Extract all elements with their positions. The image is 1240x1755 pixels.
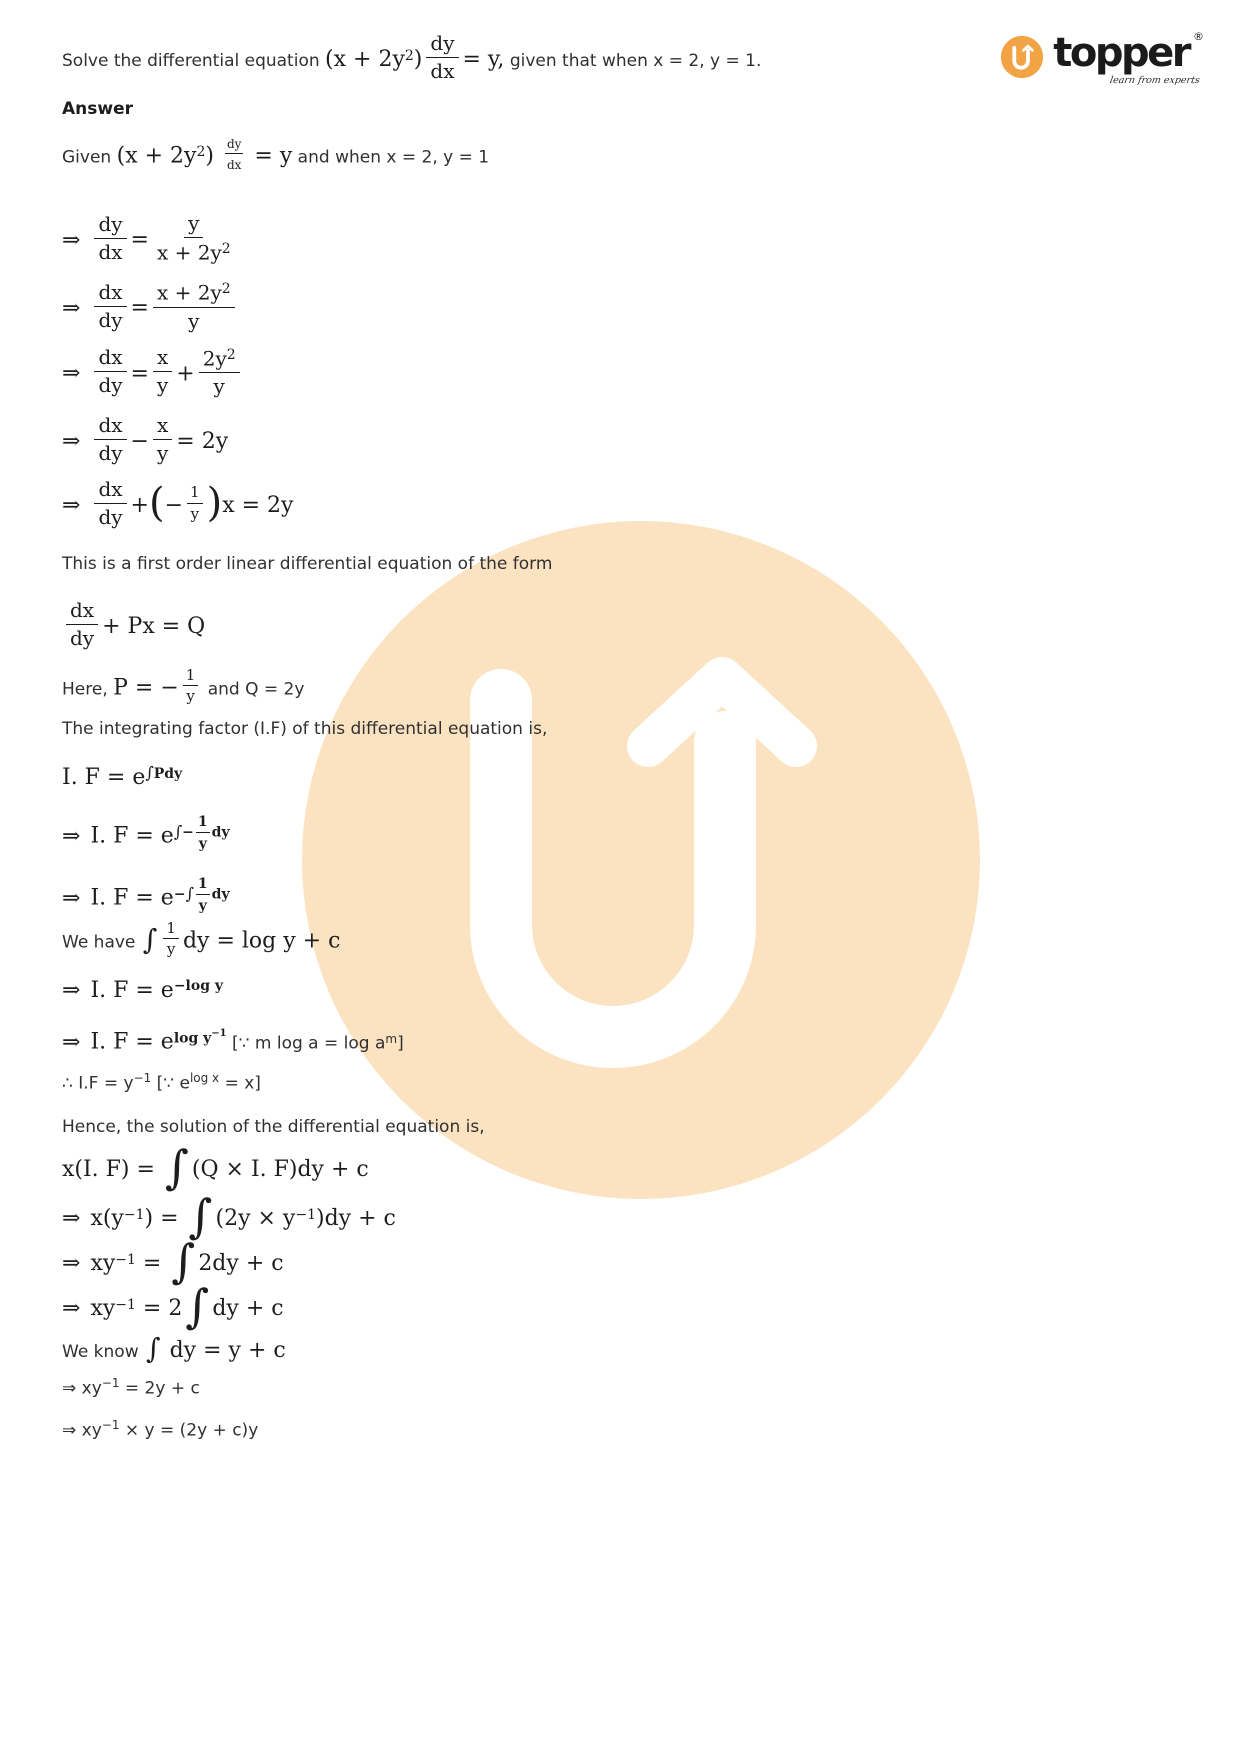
answer-heading (62, 98, 1204, 120)
integral-sign: ∫ (164, 1140, 189, 1195)
integral-sign: ∫ (171, 1234, 196, 1289)
superscript (405, 47, 414, 63)
denominator (153, 238, 235, 264)
brand-tagline: learn from experts (1109, 75, 1201, 86)
numerator (153, 414, 172, 440)
math-run: dy (98, 307, 123, 332)
math-run: 2 (221, 281, 231, 298)
math-run: dy (98, 504, 123, 529)
integral-sign: ∫ (145, 763, 154, 782)
superscript (190, 1069, 219, 1085)
math-run: y (198, 897, 207, 914)
math-run: dx (98, 476, 123, 501)
numerator (163, 919, 179, 939)
math-run: 1 (185, 665, 196, 684)
text-run: and Q = 2y (202, 679, 305, 700)
fraction (94, 346, 126, 397)
math-run: y (156, 373, 169, 398)
math-run: I. F = e (90, 885, 174, 911)
integral-sign: ∫ (185, 884, 194, 904)
text-run: log x (189, 1070, 220, 1085)
math-run: = y, (462, 47, 505, 72)
math-run: −log y (173, 978, 224, 995)
implies-arrow: ⇒ (62, 1030, 81, 1056)
superscript (134, 1069, 152, 1085)
math-run: I. F = e (90, 977, 174, 1003)
math-run: dx (430, 59, 455, 83)
integral-sign: ∫ (188, 1189, 213, 1244)
text-run: ⇒ xy (62, 1419, 102, 1440)
text-run: ] (397, 1034, 404, 1055)
brand-header (1000, 30, 1204, 86)
numerator (153, 346, 172, 372)
fraction (153, 212, 235, 264)
superscript (222, 280, 231, 296)
math-run: −1 (123, 1206, 145, 1223)
math-run: dx (70, 597, 95, 622)
superscript (174, 812, 230, 852)
math-run: = (130, 295, 149, 321)
math-run: dy (98, 211, 123, 236)
math-run: dy (226, 137, 242, 152)
math-run: + (176, 361, 195, 387)
superscript (211, 1023, 226, 1039)
solution-document (62, 0, 1204, 1441)
integral-sign: ∫ (185, 1279, 210, 1334)
text-run: We know (62, 1341, 145, 1362)
math-run: y (190, 504, 200, 523)
fraction (153, 346, 172, 397)
step-8 (62, 977, 1204, 1006)
step-14 (62, 1416, 1204, 1441)
paren: ( (148, 480, 165, 527)
denominator (197, 833, 209, 852)
superscript (174, 1023, 227, 1045)
math-run: y (156, 440, 169, 465)
we-know-line (62, 1332, 1204, 1366)
hence-text (62, 1116, 1204, 1138)
fraction (153, 280, 235, 332)
math-run: dy (70, 625, 95, 650)
implies-arrow: ⇒ (62, 1206, 81, 1232)
integral-sign: ∫ (142, 923, 158, 957)
text-run: ⇒ xy (62, 1378, 102, 1399)
numerator (66, 599, 98, 625)
superscript (385, 1030, 397, 1046)
step-6 (62, 812, 1204, 852)
form-text (62, 553, 1204, 575)
math-run: dy (98, 373, 123, 398)
step-12 (62, 1279, 1204, 1334)
fraction (66, 599, 98, 650)
denominator (210, 373, 229, 398)
denominator (94, 440, 126, 465)
step-2 (62, 279, 1204, 336)
denominator (188, 504, 202, 523)
math-run: y (188, 210, 200, 235)
superscript (145, 765, 182, 782)
math-run: (2y × y (215, 1206, 296, 1232)
superscript (295, 1206, 316, 1222)
numerator (94, 213, 126, 239)
denominator (225, 154, 243, 173)
math-run: + (130, 492, 149, 518)
text-run: × y = (2y + c)y (119, 1419, 259, 1440)
integral-sign: ∫ (146, 1332, 161, 1366)
text-run: We have (62, 932, 141, 953)
superscript (124, 1206, 145, 1222)
step-4 (62, 412, 1204, 469)
text-run: The integrating factor (I.F) of this differential equation is, (62, 718, 548, 739)
math-run: I. F = e (90, 1030, 174, 1056)
math-run: dx (98, 412, 123, 437)
denominator (426, 58, 458, 83)
fraction (183, 666, 199, 706)
math-run: − (130, 428, 149, 454)
step-9 (62, 1023, 1204, 1057)
math-run: = 2y (176, 428, 229, 454)
math-run: dy = log y + c (182, 928, 341, 954)
pq-line (62, 665, 1204, 710)
math-run: = 2 (135, 1296, 183, 1322)
text-run: Hence, the solution of the differential equation is, (62, 1117, 485, 1138)
fraction (94, 478, 126, 529)
math-run: dy (430, 31, 455, 55)
math-run: x = 2y (222, 492, 294, 518)
math-run: 1 (197, 814, 208, 831)
math-run: = (135, 1251, 169, 1277)
numerator (94, 478, 126, 504)
math-run: y (198, 835, 207, 852)
brand-wordmark: topper (1053, 30, 1189, 76)
fraction (94, 281, 126, 332)
denominator (94, 239, 126, 264)
math-run: (x + 2y (116, 143, 197, 169)
fraction (196, 812, 210, 852)
implies-arrow: ⇒ (62, 885, 81, 911)
math-run: dx (98, 239, 123, 264)
superscript (102, 1416, 120, 1432)
text-run: Given (62, 147, 117, 168)
math-run: dx (98, 279, 123, 304)
registered-mark: ® (1193, 30, 1204, 43)
text-run: −1 (101, 1376, 120, 1391)
math-run: 2 (226, 346, 236, 363)
math-run: y (188, 308, 200, 333)
math-run: −1 (295, 1206, 316, 1223)
math-run: x(I. F) = (62, 1157, 162, 1183)
denominator (66, 625, 98, 650)
text-run: m (385, 1031, 398, 1046)
fraction (153, 414, 172, 465)
if-formula (62, 764, 1204, 793)
math-run: − (173, 886, 186, 903)
math-run: 2dy + c (198, 1251, 284, 1277)
step-10 (62, 1189, 1204, 1244)
superscript (115, 1251, 136, 1267)
superscript (174, 874, 230, 914)
numerator (94, 281, 126, 307)
numerator (153, 280, 235, 307)
numerator (184, 212, 203, 238)
math-run: dx (98, 345, 123, 370)
math-run: 2y (202, 345, 227, 370)
fraction (94, 213, 126, 264)
text-run: Solve the differential equation (62, 51, 326, 71)
superscript (222, 240, 231, 256)
math-run: 2 (404, 47, 414, 64)
text-run: −1 (133, 1070, 152, 1085)
text-run: and when x = 2, y = 1 (292, 147, 490, 168)
denominator (153, 372, 172, 397)
math-run: I. F = e (62, 764, 146, 790)
numerator (94, 414, 126, 440)
integral-sign: ∫ (173, 822, 183, 842)
math-run: )dy + c (315, 1206, 396, 1232)
given-line (62, 138, 1204, 178)
u-arrow-logo-icon (1000, 35, 1044, 79)
numerator (183, 666, 199, 686)
numerator (94, 346, 126, 372)
text-run: [∵ e (151, 1072, 190, 1093)
math-run: dy + c (212, 1296, 284, 1322)
solution-formula (62, 1140, 1204, 1195)
math-run: x + 2y (156, 240, 222, 265)
math-run: dx (226, 158, 242, 173)
step-11 (62, 1234, 1204, 1289)
math-run: y (186, 687, 195, 706)
superscript (174, 977, 223, 993)
form-equation (62, 597, 1204, 654)
implies-arrow: ⇒ (62, 428, 81, 454)
math-run: −1 (115, 1252, 136, 1269)
superscript (115, 1296, 136, 1312)
math-run: = y (247, 143, 293, 169)
paren: ) (206, 480, 223, 527)
math-run: x(y (90, 1206, 124, 1232)
math-run: y (213, 373, 225, 398)
fraction (163, 919, 179, 959)
math-run: − (182, 824, 194, 841)
math-run: = (130, 361, 149, 387)
fraction (225, 134, 243, 174)
text-run: ∴ I.F = y (62, 1072, 134, 1093)
text-run: Here, (62, 679, 114, 700)
math-run: dy (211, 886, 230, 903)
text-run: This is a first order linear differential equation of the form (62, 553, 553, 574)
math-run: I. F = e (90, 824, 174, 850)
denominator (94, 504, 126, 529)
fraction (94, 414, 126, 465)
implies-arrow: ⇒ (62, 1296, 81, 1322)
text-run: given that when x = 2, y = 1. (504, 51, 762, 71)
implies-arrow: ⇒ (62, 227, 81, 253)
text-run: [∵ m log a = log a (226, 1034, 386, 1055)
text-run: −1 (101, 1417, 120, 1432)
math-run: ) (205, 143, 221, 169)
denominator (153, 440, 172, 465)
fraction (199, 346, 240, 398)
numerator (199, 346, 240, 373)
text-run: = x] (219, 1072, 261, 1093)
math-run: dy (98, 440, 123, 465)
implies-arrow: ⇒ (62, 824, 81, 850)
implies-arrow: ⇒ (62, 295, 81, 321)
denominator (94, 372, 126, 397)
if-text (62, 718, 1204, 740)
numerator (225, 134, 243, 154)
math-run: 1 (166, 918, 176, 937)
math-run: x + 2y (156, 280, 222, 305)
math-run: −1 (115, 1297, 136, 1314)
step-7 (62, 874, 1204, 914)
implies-arrow: ⇒ (62, 492, 81, 518)
math-run: 2 (221, 240, 231, 257)
math-run: 1 (190, 483, 200, 502)
math-run: (x + 2y (325, 47, 405, 72)
superscript (102, 1374, 120, 1390)
numerator (187, 483, 203, 503)
math-run: − (164, 492, 184, 518)
math-run: x (157, 345, 169, 370)
math-run: = (130, 227, 149, 253)
denominator (164, 939, 178, 958)
step-3 (62, 345, 1204, 402)
math-run: log y (173, 1030, 212, 1047)
step-1 (62, 210, 1204, 268)
math-run: dy (211, 824, 230, 841)
fraction (187, 483, 203, 523)
denominator (183, 686, 197, 705)
superscript (227, 346, 236, 362)
implies-arrow: ⇒ (62, 361, 81, 387)
text-run: = 2y + c (119, 1378, 200, 1399)
math-run: ) (413, 47, 423, 72)
math-run: Pdy (153, 765, 183, 782)
math-run: xy (90, 1251, 116, 1277)
math-run: dy = y + c (162, 1337, 286, 1363)
step-13 (62, 1374, 1204, 1399)
we-have-line (62, 918, 1204, 963)
numerator (196, 874, 210, 894)
math-run: + Px = Q (102, 613, 206, 639)
fraction (196, 874, 210, 914)
math-run: 2 (196, 144, 206, 161)
math-run: 1 (197, 876, 208, 893)
math-run: ) = (144, 1206, 186, 1232)
numerator (196, 812, 210, 832)
if-result (62, 1069, 1204, 1094)
denominator (94, 307, 126, 332)
implies-arrow: ⇒ (62, 1251, 81, 1277)
math-run: xy (90, 1296, 116, 1322)
denominator (197, 895, 209, 914)
step-5 (62, 476, 1204, 533)
math-run: −1 (211, 1028, 227, 1040)
math-run: y (166, 940, 176, 959)
math-run: (Q × I. F)dy + c (191, 1157, 369, 1183)
math-run: x (157, 412, 169, 437)
implies-arrow: ⇒ (62, 977, 81, 1003)
numerator (426, 32, 458, 58)
fraction (426, 32, 458, 83)
text-run: Answer (62, 99, 133, 119)
math-run: P = − (113, 675, 179, 701)
denominator (184, 308, 203, 333)
